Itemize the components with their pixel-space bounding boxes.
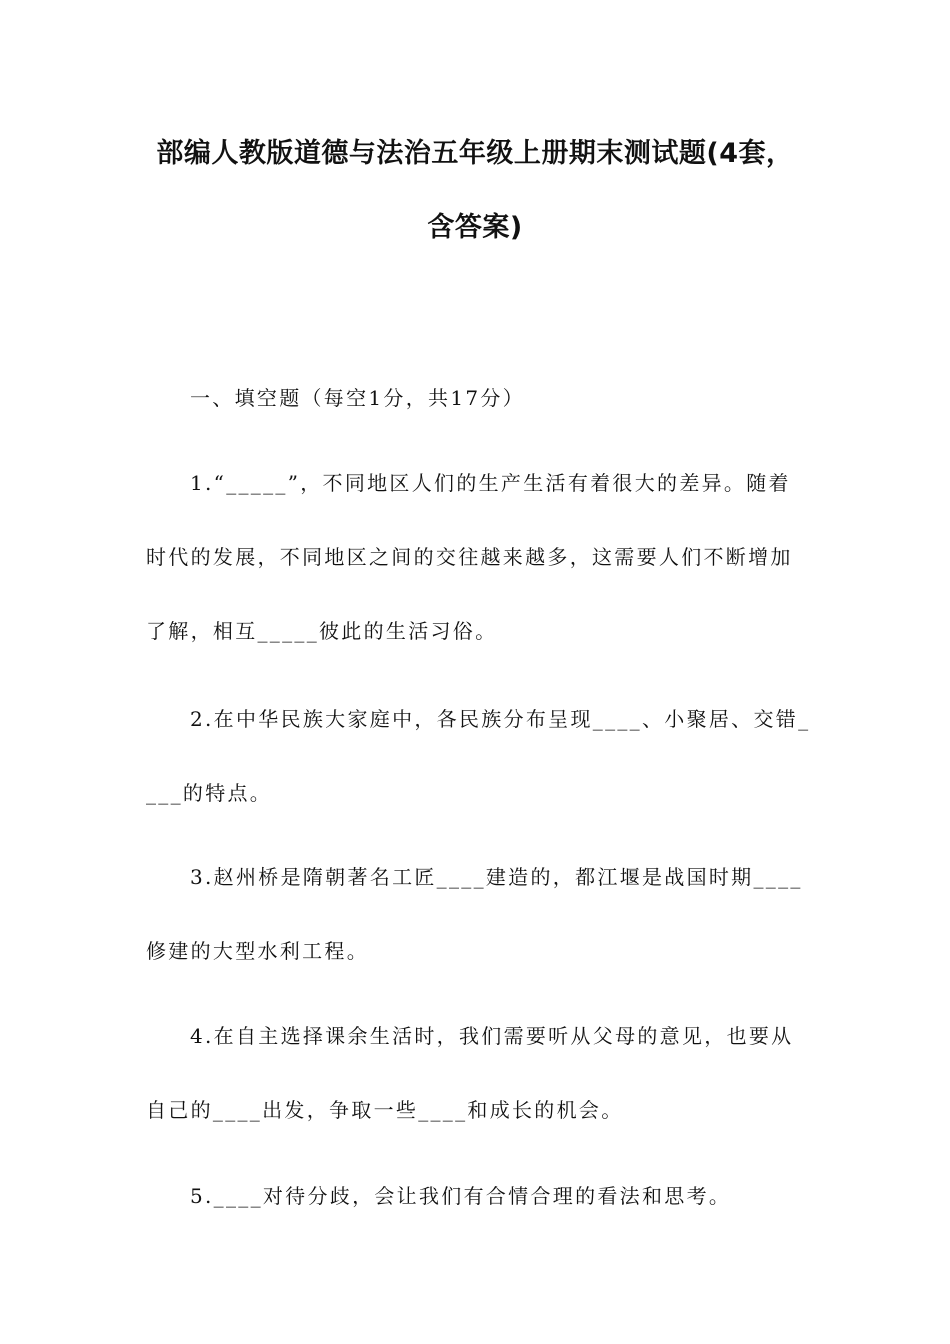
question-2-line-2: ___的特点。: [146, 781, 273, 805]
question-3-line-2: 修建的大型水利工程。: [146, 939, 369, 963]
document-title-line-2: 含答案): [427, 212, 523, 243]
document-title-line-1: 部编人教版道德与法治五年级上册期末测试题(4套，: [156, 138, 794, 169]
section-heading: 一、填空题（每空1分，共17分）: [190, 386, 525, 410]
question-3-line-1: 3.赵州桥是隋朝著名工匠____建造的，都江堰是战国时期____: [190, 865, 803, 889]
question-4-line-1: 4.在自主选择课余生活时，我们需要听从父母的意见，也要从: [190, 1024, 794, 1048]
question-1-line-3: 了解，相互_____彼此的生活习俗。: [146, 619, 498, 643]
question-4-line-2: 自己的____出发，争取一些____和成长的机会。: [146, 1098, 624, 1122]
question-1-line-2: 时代的发展，不同地区之间的交往越来越多，这需要人们不断增加: [146, 545, 793, 569]
question-1-line-1: 1.“_____”，不同地区人们的生产生活有着很大的差异。随着: [190, 471, 791, 495]
question-2-line-1: 2.在中华民族大家庭中，各民族分布呈现____、小聚居、交错_: [190, 707, 811, 731]
question-5-line-1: 5.____对待分歧，会让我们有合情合理的看法和思考。: [190, 1184, 732, 1208]
